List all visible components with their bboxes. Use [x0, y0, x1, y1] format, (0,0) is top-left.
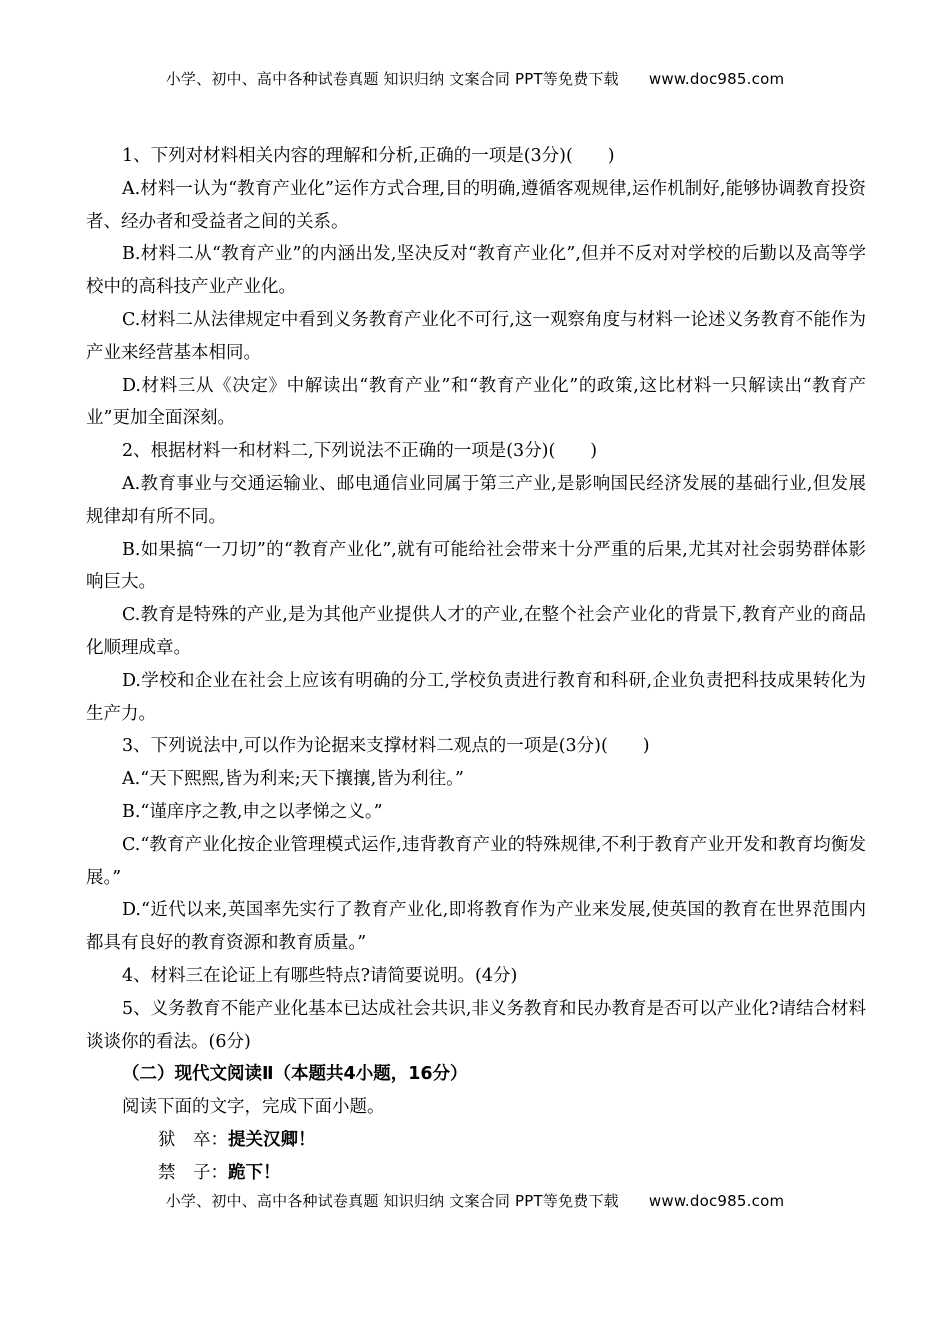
speaker-line: 跪下！: [228, 1162, 281, 1183]
script-line: [86, 1157, 866, 1190]
q3-option-a: A.“天下熙熙,皆为利来;天下攘攘,皆为利往。”: [122, 769, 464, 790]
speaker-label: 禁 子：: [158, 1162, 228, 1183]
q3-option-d: D.“近代以来,英国率先实行了教育产业化,即将教育作为产业来发展,使英国的教育在世界范围内都具有良好的教育资源和教育质量。”: [86, 900, 866, 954]
q1-option-d: D.材料三从《决定》中解读出“教育产业”和“教育产业化”的政策,这比材料一只解读出“教育产业”更加全面深刻。: [86, 375, 866, 429]
footer-text: 小学、初中、高中各种试卷真题 知识归纳 文案合同 PPT等免费下载: [165, 1192, 619, 1210]
q1-option-b: B.材料二从“教育产业”的内涵出发,坚决反对“教育产业化”,但并不反对对学校的后勤以及高等学校中的高科技产业产业化。: [86, 244, 866, 298]
q1-option-c: C.材料二从法律规定中看到义务教育产业化不可行,这一观察角度与材料一论述义务教育不能作为产业来经营基本相同。: [86, 309, 866, 363]
question-5: 5、义务教育不能产业化基本已达成社会共识,非义务教育和民办教育是否可以产业化?请结合材料谈谈你的看法。(6分): [86, 998, 866, 1052]
q3-option-c: C.“教育产业化按企业管理模式运作,违背教育产业的特殊规律,不利于教育产业开发和教育均衡发展。”: [86, 834, 866, 888]
section-heading: （二）现代文阅读Ⅱ（本题共4小题，16分）: [122, 1064, 468, 1085]
speaker-label: 狱 卒：: [158, 1129, 228, 1150]
q3-option-b: B.“谨庠序之教,申之以孝悌之义。”: [122, 801, 383, 822]
q2-option-c: C.教育是特殊的产业,是为其他产业提供人才的产业,在整个社会产业化的背景下,教育产业的商品化顺理成章。: [86, 605, 866, 658]
question-3: 3、下列说法中,可以作为论据来支撑材料二观点的一项是(3分)( ): [122, 736, 650, 757]
page-footer: [0, 1190, 950, 1211]
question-1: 1、下列对材料相关内容的理解和分析,正确的一项是(3分)( ): [122, 146, 615, 166]
speaker-line: 提关汉卿！: [228, 1129, 316, 1150]
reading-instruction: 阅读下面的文字，完成下面小题。: [122, 1097, 385, 1118]
footer-url[interactable]: www.doc985.com: [648, 1192, 785, 1210]
question-2: 2、根据材料一和材料二,下列说法不正确的一项是(3分)( ): [122, 441, 598, 462]
header-text: 小学、初中、高中各种试卷真题 知识归纳 文案合同 PPT等免费下载: [165, 70, 619, 88]
document-body: [86, 140, 866, 1190]
q1-option-a: A.材料一认为“教育产业化”运作方式合理,目的明确,遵循客观规律,运作机制好,能够协调教育投资者、经办者和受益者之间的关系。: [86, 178, 866, 232]
page-header: [0, 68, 950, 89]
script-line: [86, 1124, 866, 1157]
header-url[interactable]: www.doc985.com: [648, 70, 785, 88]
q2-option-d: D.学校和企业在社会上应该有明确的分工,学校负责进行教育和科研,企业负责把科技成果转化为生产力。: [86, 670, 866, 724]
q2-option-b: B.如果搞“一刀切”的“教育产业化”,就有可能给社会带来十分严重的后果,尤其对社会弱势群体影响巨大。: [86, 539, 866, 593]
q2-option-a: A.教育事业与交通运输业、邮电通信业同属于第三产业,是影响国民经济发展的基础行业,但发展规律却有所不同。: [86, 473, 866, 527]
question-4: 4、材料三在论证上有哪些特点?请简要说明。(4分): [122, 965, 518, 986]
